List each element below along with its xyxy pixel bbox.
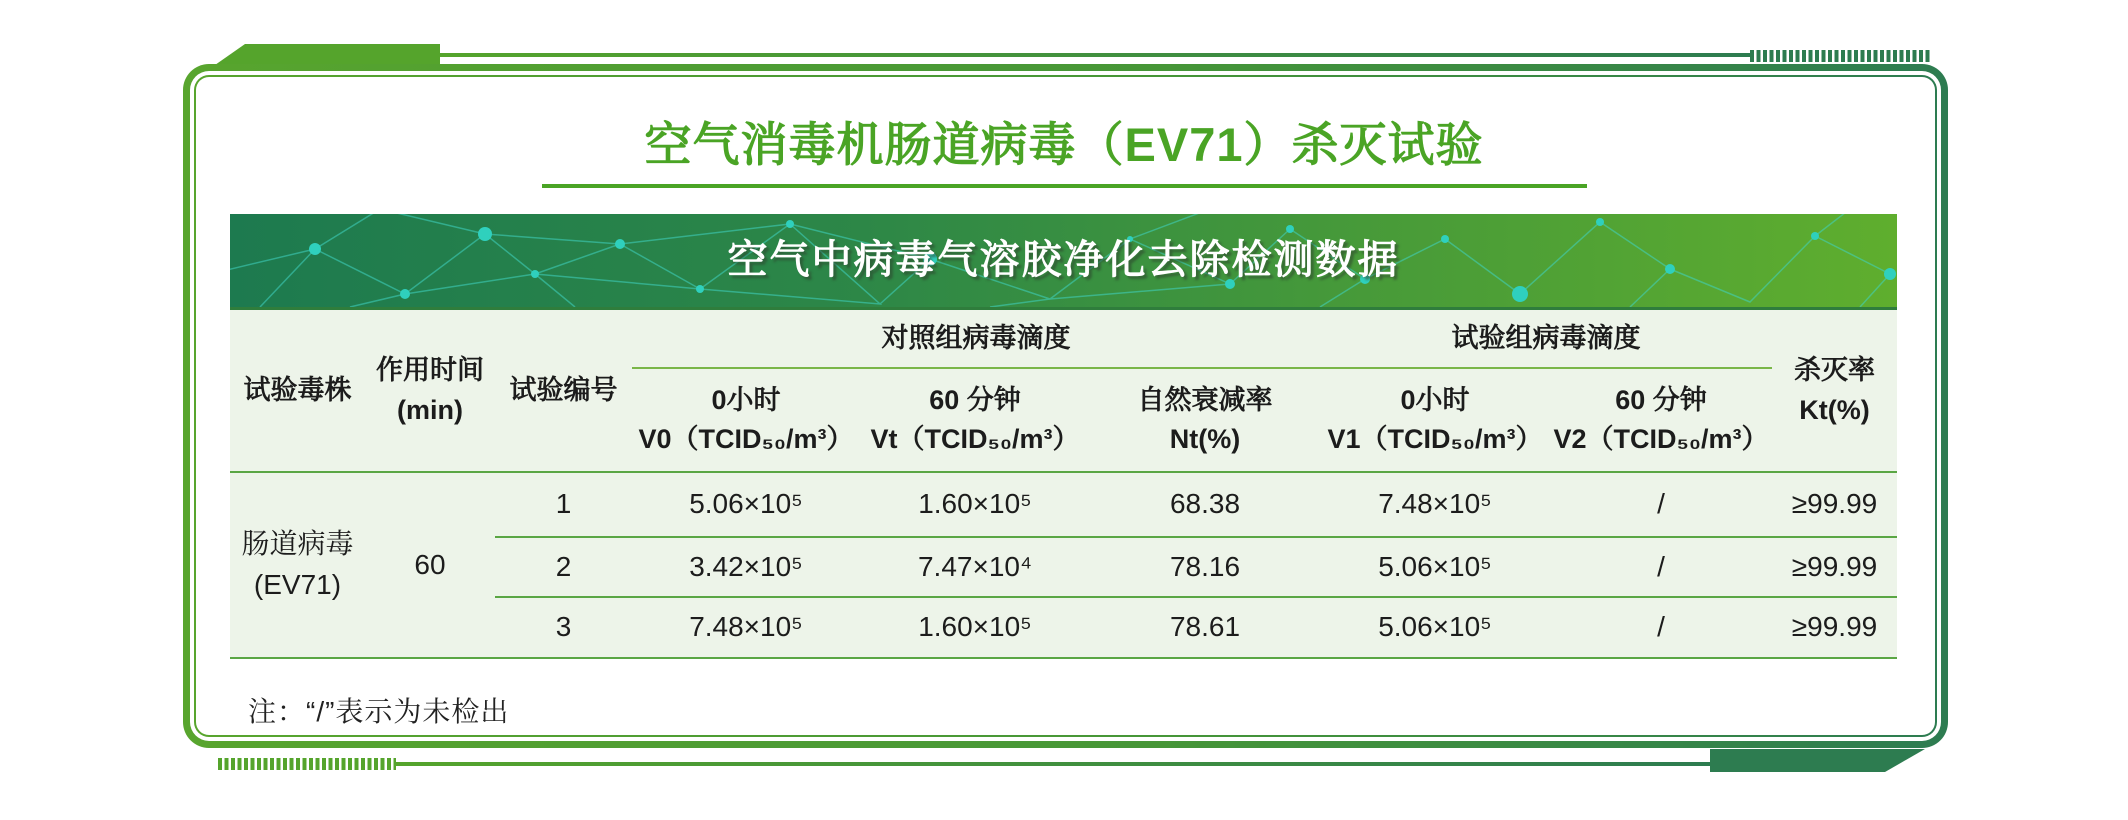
top-right-dashes-decoration	[1750, 50, 1932, 62]
header-trial-number: 试验编号	[495, 310, 632, 472]
cell-v0: 7.48×10⁵	[632, 597, 860, 658]
header-contact-time-line2: (min)	[397, 394, 463, 425]
header-nt	[1090, 368, 1320, 472]
top-left-trapezoid-decoration	[215, 44, 440, 65]
cell-vt: 1.60×10⁵	[860, 472, 1090, 537]
header-nt-line2: Nt(%)	[1169, 424, 1241, 454]
page-title: 空气消毒机肠道病毒（EV71）杀灭试验	[644, 118, 1484, 171]
results-table	[230, 310, 1897, 659]
title-underline	[542, 184, 1587, 188]
header-v0	[632, 368, 860, 472]
cell-v1: 5.06×10⁵	[1320, 597, 1550, 658]
header-v2-line2: V2（TCID₅₀/m³）	[1553, 424, 1769, 454]
cell-v0: 3.42×10⁵	[632, 537, 860, 597]
cell-nt: 68.38	[1090, 472, 1320, 537]
cell-v2: /	[1550, 537, 1772, 597]
cell-trial-no: 3	[495, 597, 632, 658]
results-table-container	[230, 310, 1897, 659]
cell-v1: 5.06×10⁵	[1320, 537, 1550, 597]
header-v2-line1: 60 分钟	[1615, 384, 1707, 415]
top-edge-line-decoration	[440, 53, 1750, 57]
header-kill-rate	[1772, 310, 1897, 472]
cell-v2: /	[1550, 472, 1772, 537]
cell-nt: 78.61	[1090, 597, 1320, 658]
bottom-left-dashes-decoration	[218, 758, 396, 770]
header-v2	[1550, 368, 1772, 472]
header-vt-line1: 60 分钟	[929, 384, 1021, 415]
bottom-edge-line-decoration	[396, 762, 1710, 766]
cell-trial-no: 1	[495, 472, 632, 537]
section-banner	[230, 214, 1897, 310]
header-nt-line1: 自然衰减率	[1137, 384, 1273, 415]
cell-vt: 7.47×10⁴	[860, 537, 1090, 597]
header-v1-line1: 0小时	[1400, 384, 1470, 415]
header-vt-line2: Vt（TCID₅₀/m³）	[870, 424, 1080, 454]
cell-vt: 1.60×10⁵	[860, 597, 1090, 658]
cell-strain-line2: (EV71)	[253, 569, 342, 600]
table-row	[230, 472, 1897, 537]
header-vt	[860, 368, 1090, 472]
cell-strain-line1: 肠道病毒	[241, 528, 354, 560]
header-strain: 试验毒株	[230, 310, 365, 472]
header-kill-rate-line2: Kt(%)	[1799, 394, 1870, 425]
banner-title: 空气中病毒气溶胶净化去除检测数据	[727, 238, 1400, 282]
cell-contact-time: 60	[365, 472, 495, 658]
cell-kt: ≥99.99	[1772, 537, 1897, 597]
cell-kt: ≥99.99	[1772, 472, 1897, 537]
header-contact-time-line1: 作用时间	[376, 355, 484, 386]
header-v0-line2: V0（TCID₅₀/m³）	[638, 424, 854, 454]
header-v1	[1320, 368, 1550, 472]
header-kill-rate-line1: 杀灭率	[1794, 355, 1875, 386]
bottom-right-trapezoid-decoration	[1710, 749, 1925, 772]
footnote: 注：“/”表示为未检出	[248, 696, 510, 727]
cell-strain	[230, 472, 365, 658]
cell-v0: 5.06×10⁵	[632, 472, 860, 537]
cell-v2: /	[1550, 597, 1772, 658]
cell-kt: ≥99.99	[1772, 597, 1897, 658]
cell-v1: 7.48×10⁵	[1320, 472, 1550, 537]
cell-trial-no: 2	[495, 537, 632, 597]
header-group-test: 试验组病毒滴度	[1320, 310, 1772, 368]
header-v0-line1: 0小时	[711, 384, 781, 415]
header-contact-time	[365, 310, 495, 472]
header-group-control: 对照组病毒滴度	[632, 310, 1320, 368]
cell-nt: 78.16	[1090, 537, 1320, 597]
header-v1-line2: V1（TCID₅₀/m³）	[1327, 424, 1543, 454]
